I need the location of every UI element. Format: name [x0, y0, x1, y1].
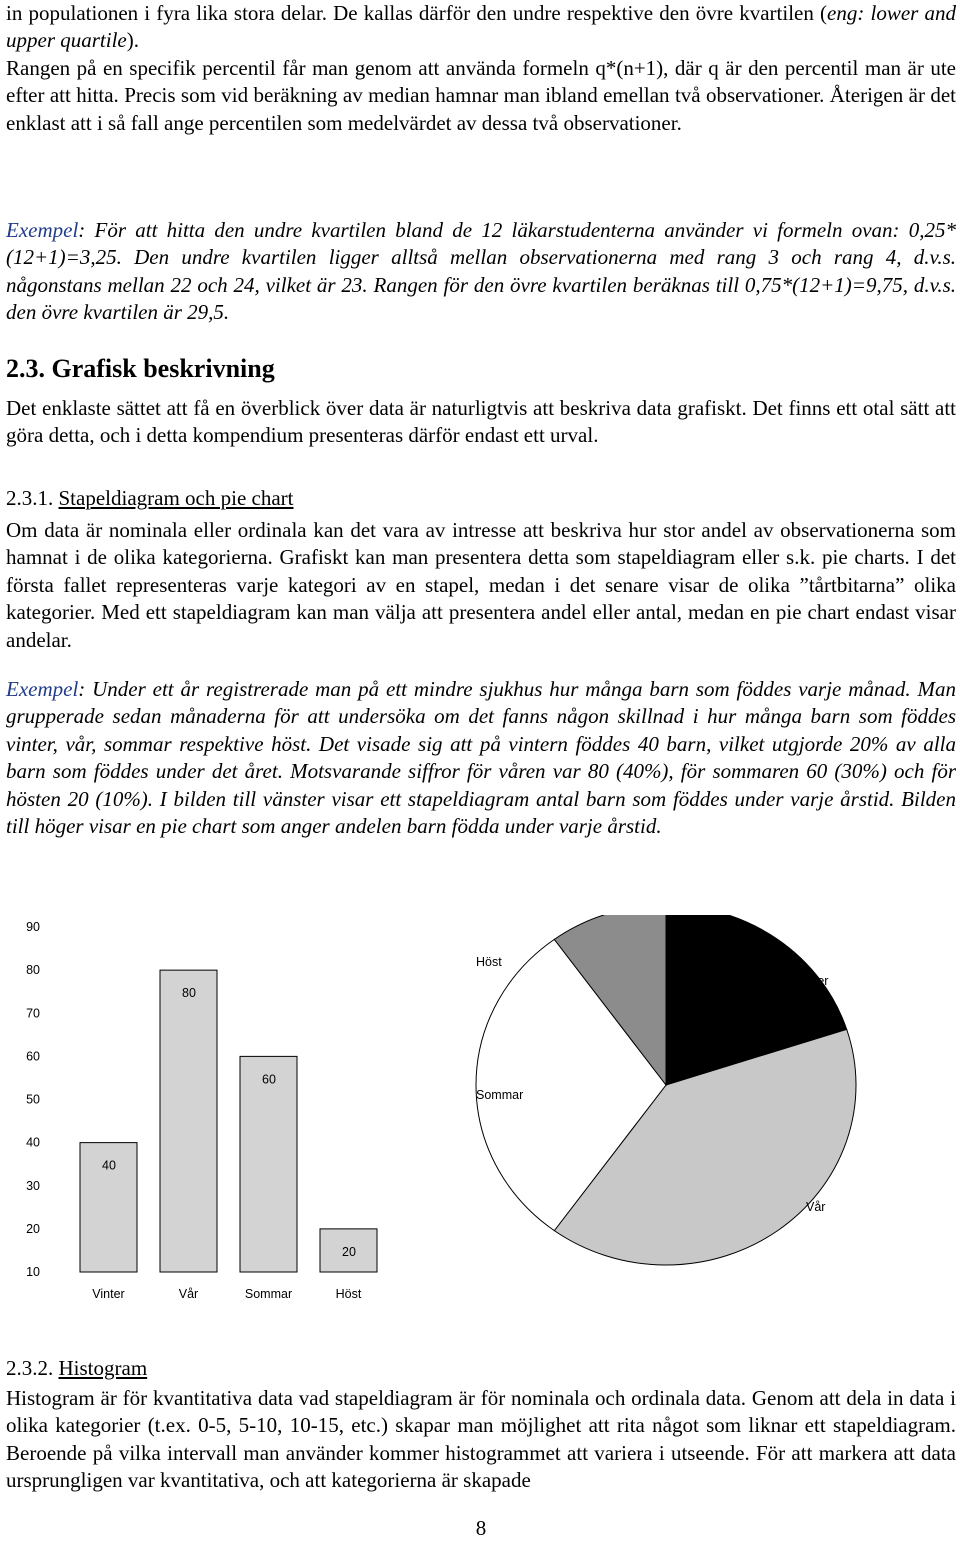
paragraph-histogram: Histogram är för kvantitativa data vad stapeldiagram är för nominala och ordinala data. Genom att dela in data i olika kategorier (t.ex. 0-5, 5-10, 10-15, etc.) skapar man möjlighet att rita något som liknar ett stapeldiagram. Beroende på vilka intervall man använder kommer histogrammet att variera i utseende. För att markera att data ursprungligen var kvantitativa, och att kategorierna är skapade — [6, 1386, 956, 1493]
paragraph-graphic-intro: Det enklaste sättet att få en överblick över data är naturligtvis att beskriva data grafiskt. Det finns ett otal sätt att göra detta, och i detta kompendium presenteras därför endast ett urval. — [6, 396, 956, 448]
y-tick-label: 70 — [26, 1006, 40, 1021]
y-tick-label: 60 — [26, 1049, 40, 1064]
example-births: Exempel: Under ett år registrerade man på ett mindre sjukhus hur många barn som föddes varje månad. Man grupperade sedan månaderna för att undersöka om det fanns någon skillnad i hur många barn som föddes vinter, vår, sommar respektive höst. Det visade sig att på vintern föddes 40 barn, vilket utgjorde 20% av alla barn som föddes under det året. Motsvarande siffror för våren var 80 (40%), för sommaren 60 (30%) och för hösten 20 (10%). I bilden till vänster visar ett stapeldiagram antal barn som föddes under varje årstid. Bilden till höger visar en pie chart som anger andelen barn födda under varje årstid. — [6, 677, 956, 839]
subsection-heading-2-3-1: 2.3.1. Stapeldiagram och pie chart — [6, 486, 294, 510]
pie-label-höst: Höst — [476, 955, 502, 969]
x-category-label: Vinter — [92, 1287, 125, 1301]
bar-data-label: 40 — [102, 1158, 116, 1173]
paragraph-bar-pie: Om data är nominala eller ordinala kan det vara av intresse att beskriva hur stor andel av observationerna som hamnat i de olika kategorierna. Grafiskt kan man presentera detta som stapeldiagram eller s.k. pie charts. I det första fallet representeras varje kategori av en stapel, medan i det senare visar de olika ”tårtbitarna” olika kategorier. Med ett stapeldiagram kan man välja att presentera andel eller antal, medan en pie chart endast visar andelar. — [6, 518, 956, 652]
bar-chart — [26, 920, 377, 1301]
figure-bar-and-pie — [6, 915, 956, 1315]
example-label: Exempel — [6, 218, 79, 242]
x-category-label: Vår — [178, 1287, 199, 1301]
y-tick-label: 10 — [26, 1265, 40, 1279]
bar-sommar — [240, 1056, 297, 1272]
bar-data-label: 80 — [182, 986, 196, 1001]
y-tick-label: 90 — [26, 920, 40, 934]
bar-data-label: 20 — [342, 1244, 356, 1259]
y-tick-label: 50 — [26, 1092, 40, 1107]
pie-label-sommar: Sommar — [476, 1088, 524, 1102]
section-heading-2-3: 2.3. Grafisk beskrivning — [6, 354, 275, 383]
y-tick-label: 30 — [26, 1178, 40, 1193]
y-tick-label: 40 — [26, 1135, 40, 1150]
y-tick-label: 20 — [26, 1221, 40, 1236]
page-number: 8 — [475, 1516, 487, 1540]
bar-vår — [160, 970, 217, 1272]
pie-chart — [476, 915, 856, 1265]
paragraph-quartiles: in populationen i fyra lika stora delar. De kallas därför den undre respektive den övre kvartilen (eng: lower and upper quartile). — [6, 1, 956, 53]
pie-label-vinter: Vinter — [796, 974, 829, 988]
bar-data-label: 60 — [262, 1072, 276, 1087]
subsection-heading-2-3-2: 2.3.2. Histogram — [6, 1356, 148, 1380]
pie-label-vår: Vår — [806, 1200, 826, 1214]
example-quartiles: Exempel: För att hitta den undre kvartilen bland de 12 läkarstudenterna använder vi formeln ovan: 0,25*(12+1)=3,25. Den undre kvartilen ligger alltså mellan observationerna med rang 3 och rang 4, d.v.s. någonstans mellan 22 och 24, vilket är 23. Rangen för den övre kvartilen beräknas till 0,75*(12+1)=9,75, d.v.s. den övre kvartilen är 29,5. — [6, 218, 956, 325]
y-tick-label: 80 — [26, 963, 40, 978]
x-category-label: Höst — [335, 1287, 362, 1301]
x-category-label: Sommar — [244, 1287, 293, 1301]
paragraph-percentile-rank: Rangen på en specifik percentil får man genom att använda formeln q*(n+1), där q är den percentil man är ute efter att hitta. Precis som vid beräkning av median hamnar man ibland emellan två observationer. Återigen är det enklast att i så fall ange percentilen som medelvärdet av dessa två observationer. — [6, 56, 956, 135]
example-label: Exempel — [6, 677, 79, 701]
